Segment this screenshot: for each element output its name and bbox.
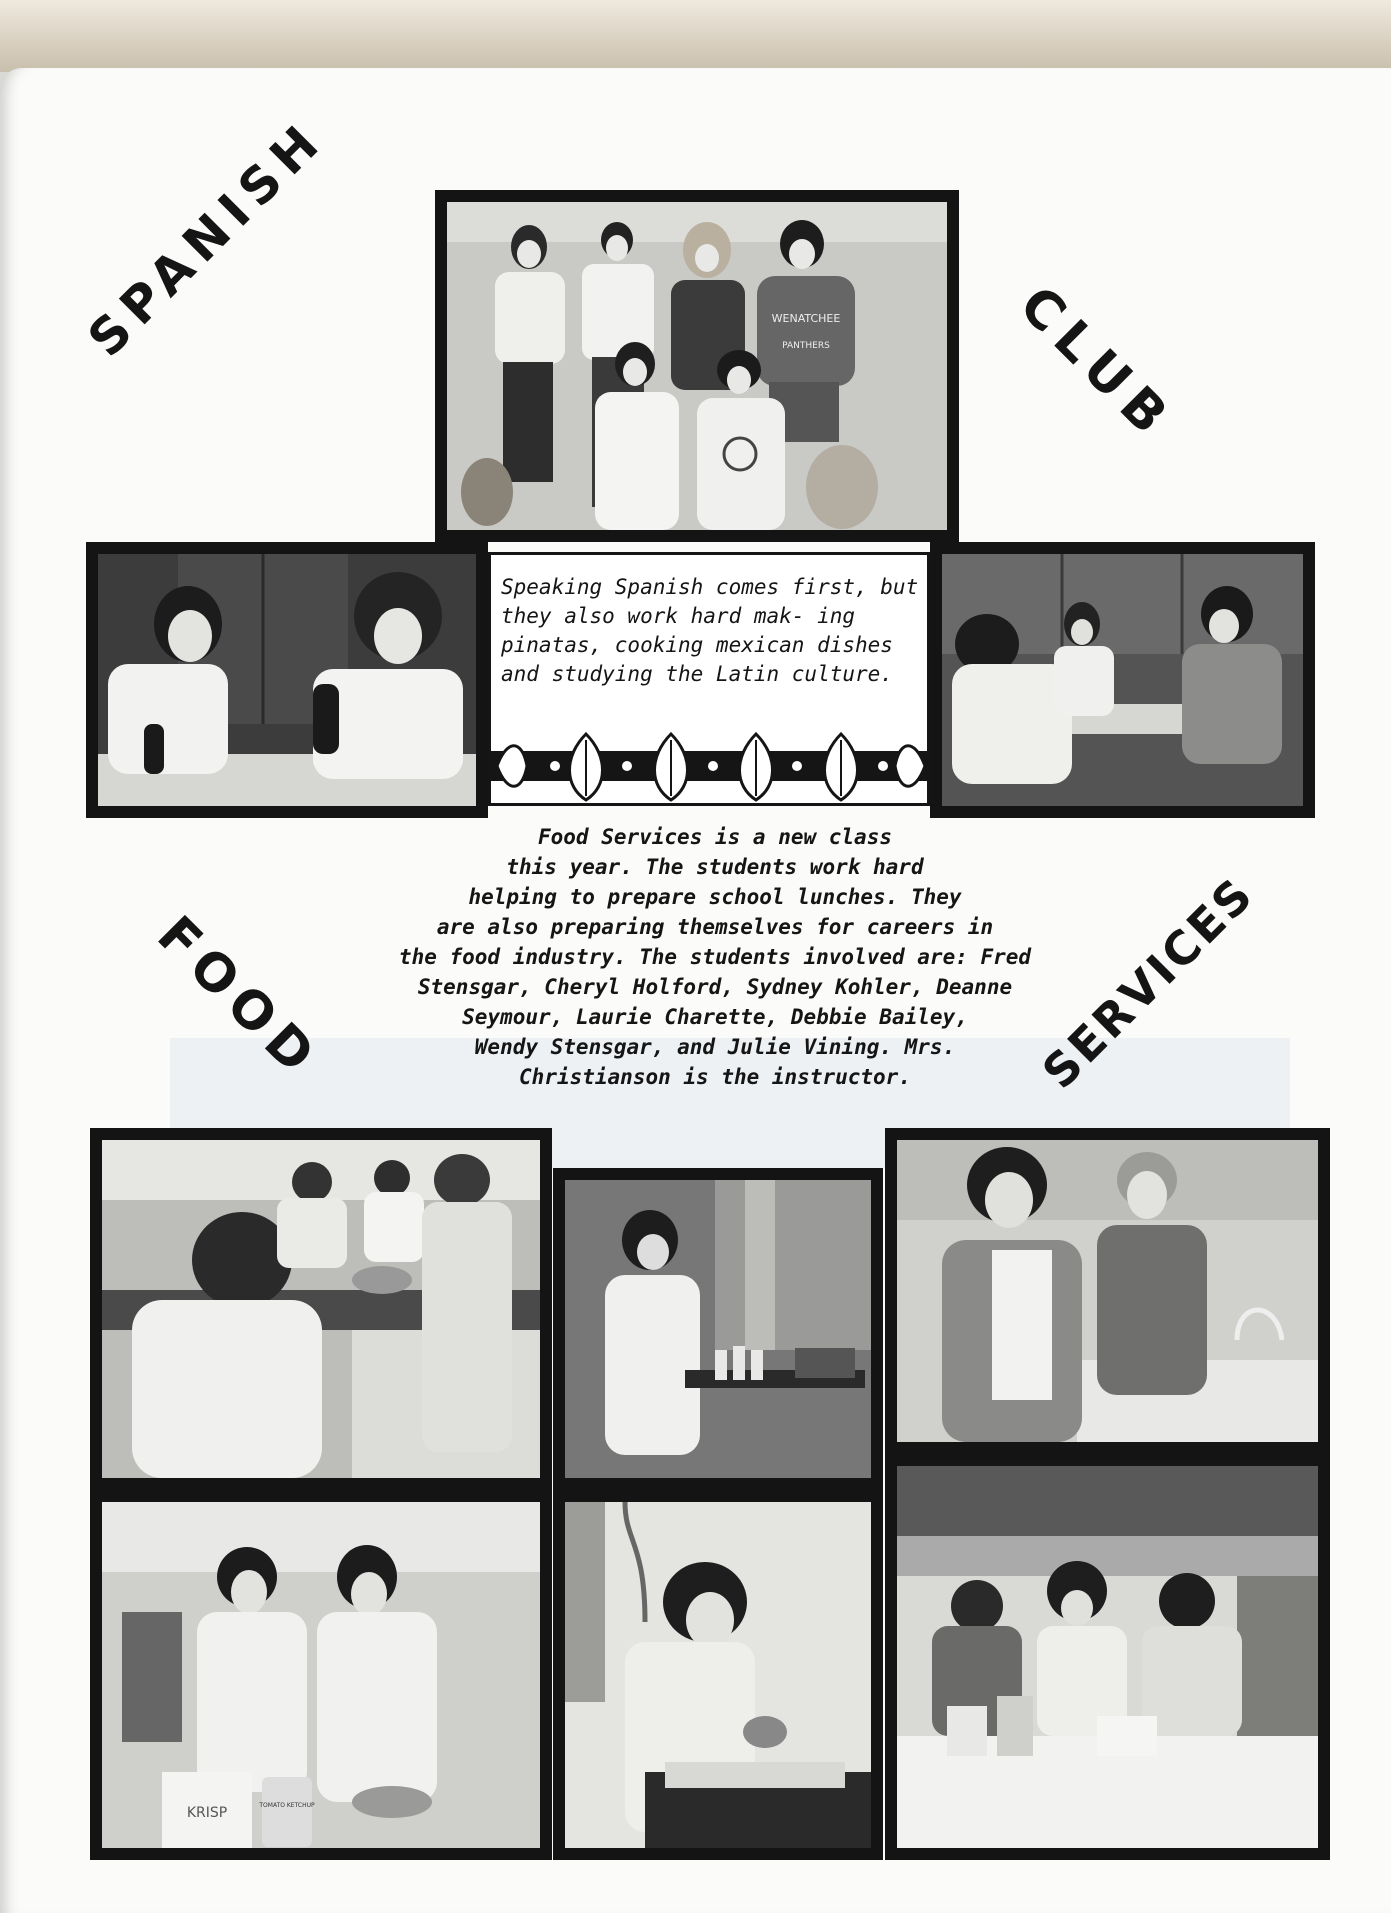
food-sink-photo bbox=[885, 1128, 1330, 1454]
food-chopping-photo bbox=[553, 1490, 883, 1860]
box-label: KRISP bbox=[186, 1805, 228, 1821]
spanish-painting-photo bbox=[86, 542, 488, 818]
shirt-text-1: WENATCHEE bbox=[771, 312, 841, 325]
spanish-caption: Speaking Spanish comes first, but they also work hard mak- ing pinatas, cooking mexican dishes and studying the Latin culture. bbox=[501, 575, 919, 686]
leaf-border-ornament bbox=[491, 729, 927, 803]
services-heading: SERVICES bbox=[1031, 866, 1265, 1099]
spanish-table-photo bbox=[930, 542, 1315, 818]
food-serving-line-photo bbox=[885, 1454, 1330, 1860]
food-services-caption: Food Services is a new class this year. The students work hard helping to prepare school lunches. They are also preparing themselves for careers in the food industry. The students involved are: Fred Stensgar, Cheryl Holford, Sydney Kohler, Deanne Seymour, Laurie Charette, Debbie Bailey, Wendy Stensgar, and Julie Vining. Mrs. Christianson is the instructor. bbox=[398, 825, 1032, 1089]
food-kitchen-group-photo bbox=[90, 1128, 552, 1490]
food-student-cart-photo bbox=[553, 1168, 883, 1490]
spanish-caption-box bbox=[488, 552, 930, 806]
shirt-text-2: PANTHERS bbox=[782, 341, 830, 351]
club-heading: CLUB bbox=[1007, 275, 1186, 453]
ketchup-label: TOMATO KETCHUP bbox=[259, 1802, 315, 1809]
spanish-heading: SPANISH bbox=[76, 109, 336, 368]
food-mixing-photo bbox=[90, 1490, 552, 1860]
book-binding bbox=[0, 0, 1391, 72]
spanish-club-group-photo bbox=[435, 190, 959, 542]
food-heading: FOOD bbox=[145, 905, 332, 1092]
